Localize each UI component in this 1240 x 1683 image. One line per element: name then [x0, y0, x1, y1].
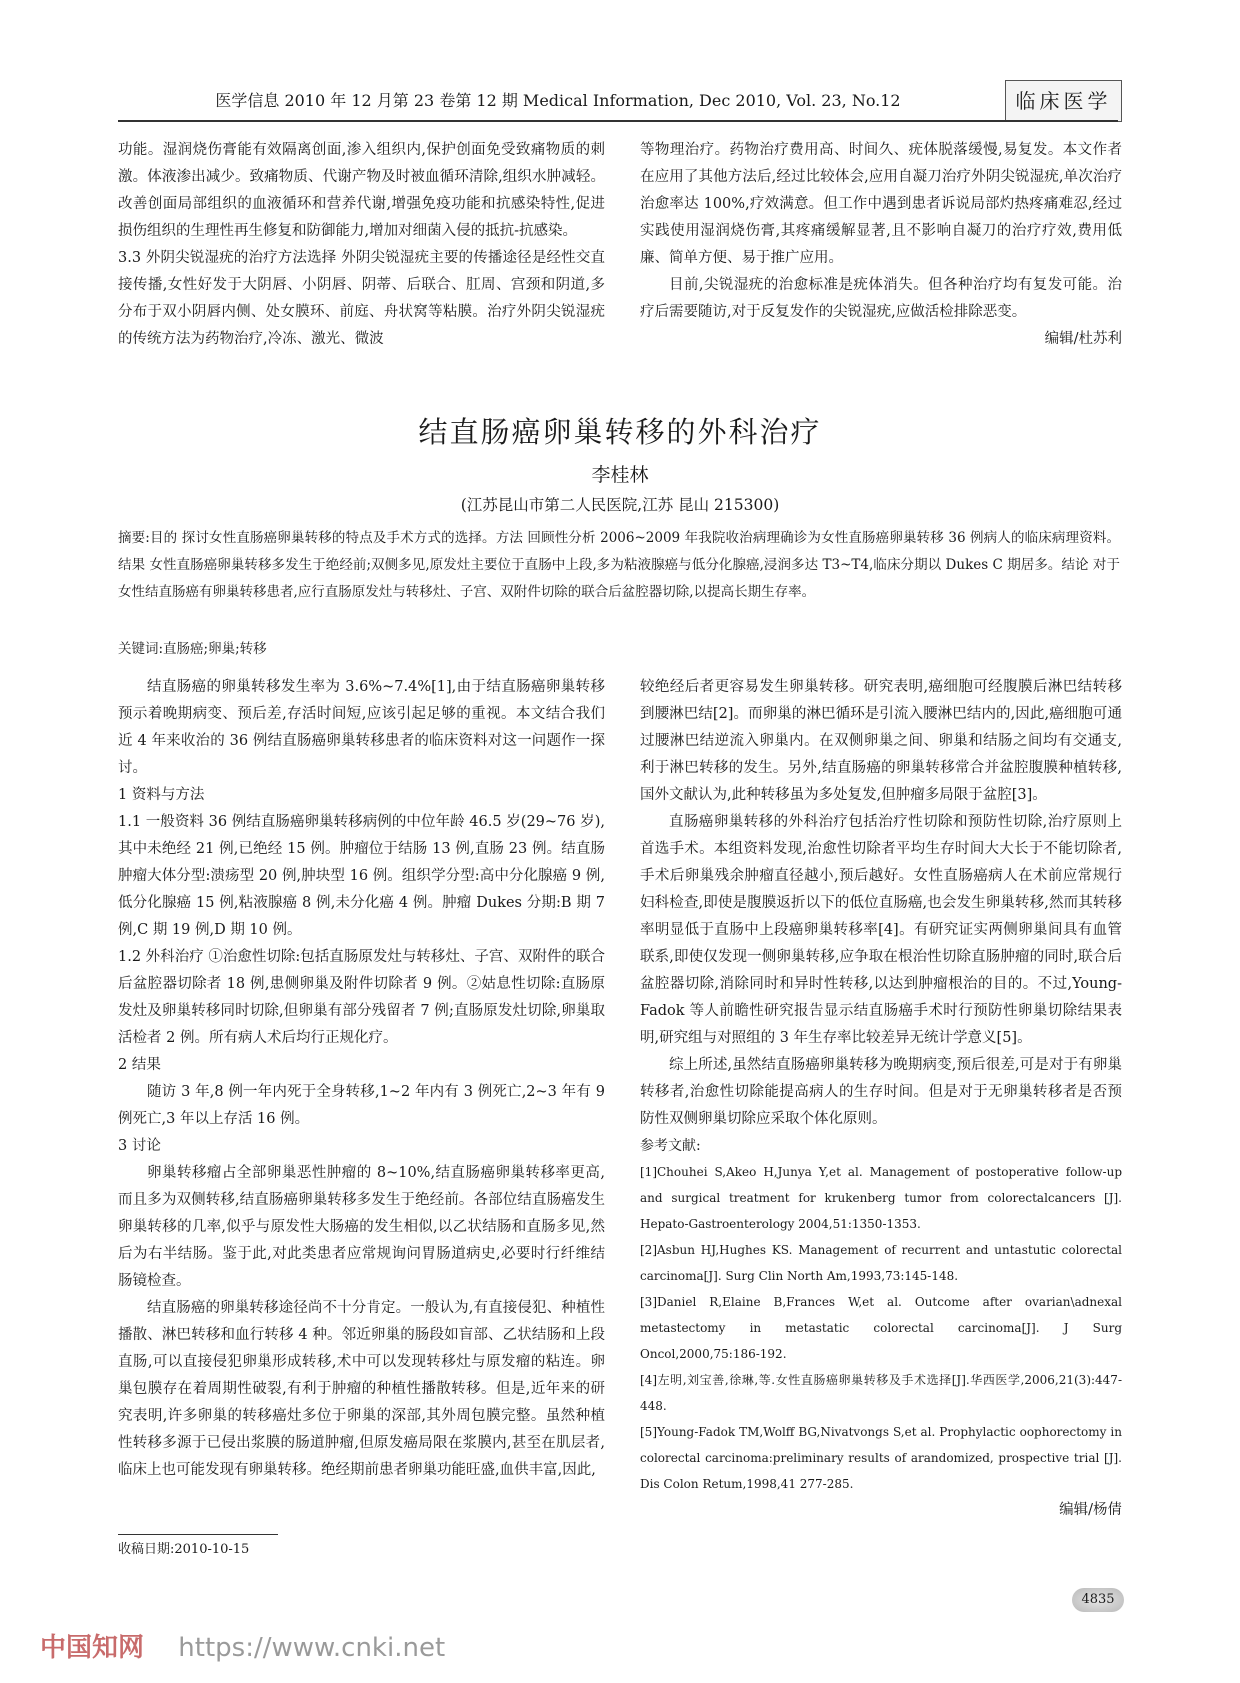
watermark-url: https://www.cnki.net	[178, 1633, 446, 1663]
reference-item: [2]Asbun HJ,Hughes KS. Management of recurrent and untastutic colorectal carcinoma[J]. Surg Clin North Am,1993,73:145-148.	[640, 1243, 1122, 1283]
article-author: 李桂林	[591, 464, 649, 486]
reference-item: [4]左明,刘宝善,徐琳,等.女性直肠癌卵巢转移及手术选择[J].华西医学,2006,21(3):447-448.	[640, 1373, 1122, 1413]
section-tag: 临床医学	[1005, 80, 1122, 122]
footnote-rule	[118, 1534, 278, 1535]
editor-signature: 编辑/杨倩	[1059, 1502, 1122, 1518]
prev-article-right-column	[640, 137, 1122, 353]
watermark	[40, 1627, 445, 1664]
reference-item: [3]Daniel R,Elaine B,Frances W,et al. Outcome after ovarian\adnexal metastectomy in metastatic colorectal carcinoma[J]. J Surg Oncol,2000,75:186-192.	[640, 1295, 1122, 1361]
body-paragraph: 综上所述,虽然结直肠癌卵巢转移为晚期病变,预后很差,可是对于有卵巢转移者,治愈性切除能提高病人的生存时间。但是对于无卵巢转移者是否预防性双侧卵巢切除应采取个体化原则。	[640, 1057, 1122, 1127]
reference-item: [5]Young-Fadok TM,Wolff BG,Nivatvongs S,et al. Prophylactic oophorectomy in colorectal carcinoma:preliminary results of arandomized, prospective trial [J]. Dis Colon Retum,1998,41 277-285.	[640, 1425, 1122, 1491]
reference-item: [1]Chouhei S,Akeo H,Junya Y,et al. Management of postoperative follow-up and surgical treatment for krukenberg tumor from colorectalcancers [J]. Hepato-Gastroenterology 2004,51:1350-1353.	[640, 1165, 1122, 1231]
section-heading: 2 结果	[118, 1057, 161, 1073]
cnki-logo: 中国知网	[40, 1633, 145, 1663]
page-number: 4835	[1072, 1588, 1124, 1612]
journal-header: 医学信息 2010 年 12 月第 23 卷第 12 期 Medical Information, Dec 2010, Vol. 23, No.12	[215, 91, 901, 110]
body-paragraph: 卵巢转移瘤占全部卵巢恶性肿瘤的 8~10%,结直肠癌卵巢转移率更高,而且多为双侧转移,结直肠癌卵巢转移多发生于绝经前。各部位结直肠癌发生卵巢转移的几率,似乎与原发性大肠癌的发生相似,以乙状结肠和直肠多见,然后为右半结肠。鉴于此,对此类患者应常规询问胃肠道病史,必要时行纤维结肠镜检查。	[118, 1165, 605, 1289]
article-affiliation: (江苏昆山市第二人民医院,江苏 昆山 215300)	[460, 496, 780, 514]
body-paragraph: 随访 3 年,8 例一年内死于全身转移,1~2 年内有 3 例死亡,2~3 年有 9 例死亡,3 年以上存活 16 例。	[118, 1084, 605, 1127]
prev-paragraph: 3.3 外阴尖锐湿疣的治疗方法选择 外阴尖锐湿疣主要的传播途径是经性交直接传播,女性好发于大阴唇、小阴唇、阴蒂、后联合、肛周、宫颈和阴道,多分布于双小阴唇内侧、处女膜环、前庭、舟状窝等粘膜。治疗外阴尖锐湿疣的传统方法为药物治疗,冷冻、激光、微波	[118, 250, 605, 347]
body-paragraph: 结直肠癌的卵巢转移途径尚不十分肯定。一般认为,有直接侵犯、种植性播散、淋巴转移和血行转移 4 种。邻近卵巢的肠段如盲部、乙状结肠和上段直肠,可以直接侵犯卵巢形成转移,术中可以发现转移灶与原发瘤的粘连。卵巢包膜存在着周期性破裂,有利于肿瘤的种植性播散转移。但是,近年来的研究表明,许多卵巢的转移癌灶多位于卵巢的深部,其外周包膜完整。虽然种植性转移多源于已侵出浆膜的肠道肿瘤,但原发癌局限在浆膜内,甚至在肌层者,临床上也可能发现有卵巢转移。绝经期前患者卵巢功能旺盛,血供丰富,因此,	[118, 1300, 605, 1478]
received-date: 收稿日期:2010-10-15	[118, 1542, 250, 1557]
prev-paragraph: 功能。湿润烧伤膏能有效隔离创面,渗入组织内,保护创面免受致痛物质的刺激。体液渗出减少。致痛物质、代谢产物及时被血循环清除,组织水肿减轻。改善创面局部组织的血液循环和营养代谢,增强免疫功能和抗感染特性,促进损伤组织的生理性再生修复和防御能力,增加对细菌入侵的抵抗-抗感染。	[118, 142, 605, 239]
abstract-text: 摘要:目的 探讨女性直肠癌卵巢转移的特点及手术方式的选择。方法 回顾性分析 2006~2009 年我院收治病理确诊为女性直肠癌卵巢转移 36 例病人的临床病理资料。结果 女性直肠癌卵巢转移多发生于绝经前;双侧多见,原发灶主要位于直肠中上段,多为粘液腺癌与低分化腺癌,浸润多达 T3~T4,临床分期以 Dukes C 期居多。结论 对于女性结直肠癌有卵巢转移患者,应行直肠原发灶与转移灶、子宫、双附件切除的联合后盆腔器切除,以提高长期生存率。	[118, 530, 1120, 600]
section-heading: 1 资料与方法	[118, 787, 205, 803]
abstract	[118, 525, 1120, 606]
body-right-column	[640, 674, 1122, 1524]
body-paragraph: 1.2 外科治疗 ①治愈性切除:包括直肠原发灶与转移灶、子宫、双附件的联合后盆腔器切除者 18 例,患侧卵巢及附件切除者 9 例。②姑息性切除:直肠原发灶及卵巢转移同时切除,但卵巢有部分残留者 7 例;直肠原发灶切除,卵巢取活检者 2 例。所有病人术后均行正规化疗。	[118, 949, 605, 1046]
references	[640, 1133, 1122, 1497]
body-paragraph: 较绝经后者更容易发生卵巢转移。研究表明,癌细胞可经腹膜后淋巴结转移到腰淋巴结[2]。而卵巢的淋巴循环是引流入腰淋巴结内的,因此,癌细胞可通过腰淋巴结逆流入卵巢内。在双侧卵巢之间、卵巢和结肠之间均有交通支,利于淋巴转移的发生。另外,结直肠癌的卵巢转移常合并盆腔腹膜种植转移,国外文献认为,此种转移虽为多处复发,但肿瘤多局限于盆腔[3]。	[640, 679, 1122, 803]
body-left-column	[118, 674, 605, 1484]
references-heading: 参考文献:	[640, 1138, 701, 1154]
body-paragraph: 1.1 一般资料 36 例结直肠癌卵巢转移病例的中位年龄 46.5 岁(29~76 岁),其中未绝经 21 例,已绝经 15 例。肿瘤位于结肠 13 例,直肠 23 例。结直肠肿瘤大体分型:溃疡型 20 例,肿块型 16 例。组织学分型:高中分化腺癌 9 例,低分化腺癌 15 例,粘液腺癌 8 例,未分化癌 4 例。肿瘤 Dukes 分期:B 期 7 例,C 期 19 例,D 期 10 例。	[118, 814, 605, 938]
body-paragraph: 结直肠癌的卵巢转移发生率为 3.6%~7.4%[1],由于结直肠癌卵巢转移预示着晚期病变、预后差,存活时间短,应该引起足够的重视。本文结合我们近 4 年来收治的 36 例结直肠癌卵巢转移患者的临床资料对这一问题作一探讨。	[118, 679, 605, 776]
prev-paragraph: 目前,尖锐湿疣的治愈标准是疣体消失。但各种治疗均有复发可能。治疗后需要随访,对于反复发作的尖锐湿疣,应做活检排除恶变。	[640, 277, 1122, 320]
header-rule	[118, 120, 1118, 122]
section-heading: 3 讨论	[118, 1138, 161, 1154]
prev-paragraph: 等物理治疗。药物治疗费用高、时间久、疣体脱落缓慢,易复发。本文作者在应用了其他方法后,经过比较体会,应用自凝刀治疗外阴尖锐湿疣,单次治疗治愈率达 100%,疗效满意。但工作中遇到患者诉说局部灼热疼痛难忍,经过实践使用湿润烧伤膏,其疼痛缓解显著,且不影响自凝刀的治疗疗效,费用低廉、简单方便、易于推广应用。	[640, 142, 1122, 266]
prev-article-left-column	[118, 137, 605, 353]
article-title: 结直肠癌卵巢转移的外科治疗	[418, 415, 822, 449]
keywords: 关键词:直肠癌;卵巢;转移	[118, 641, 267, 657]
prev-editor-signature: 编辑/杜苏利	[1044, 331, 1122, 347]
body-paragraph: 直肠癌卵巢转移的外科治疗包括治疗性切除和预防性切除,治疗原则上首选手术。本组资料发现,治愈性切除者平均生存时间大大长于不能切除者,手术后卵巢残余肿瘤直径越小,预后越好。女性直肠癌病人在术前应常规行妇科检查,即使是腹膜返折以下的低位直肠癌,也会发生卵巢转移,然而其转移率明显低于直肠中上段癌卵巢转移率[4]。有研究证实两侧卵巢间具有血管联系,即使仅发现一侧卵巢转移,应争取在根治性切除直肠肿瘤的同时,联合后盆腔器切除,消除同时和异时性转移,以达到肿瘤根治的目的。不过,Young-Fadok 等人前瞻性研究报告显示结直肠癌手术时行预防性卵巢切除结果表明,研究组与对照组的 3 年生存率比较差异无统计学意义[5]。	[640, 814, 1122, 1046]
